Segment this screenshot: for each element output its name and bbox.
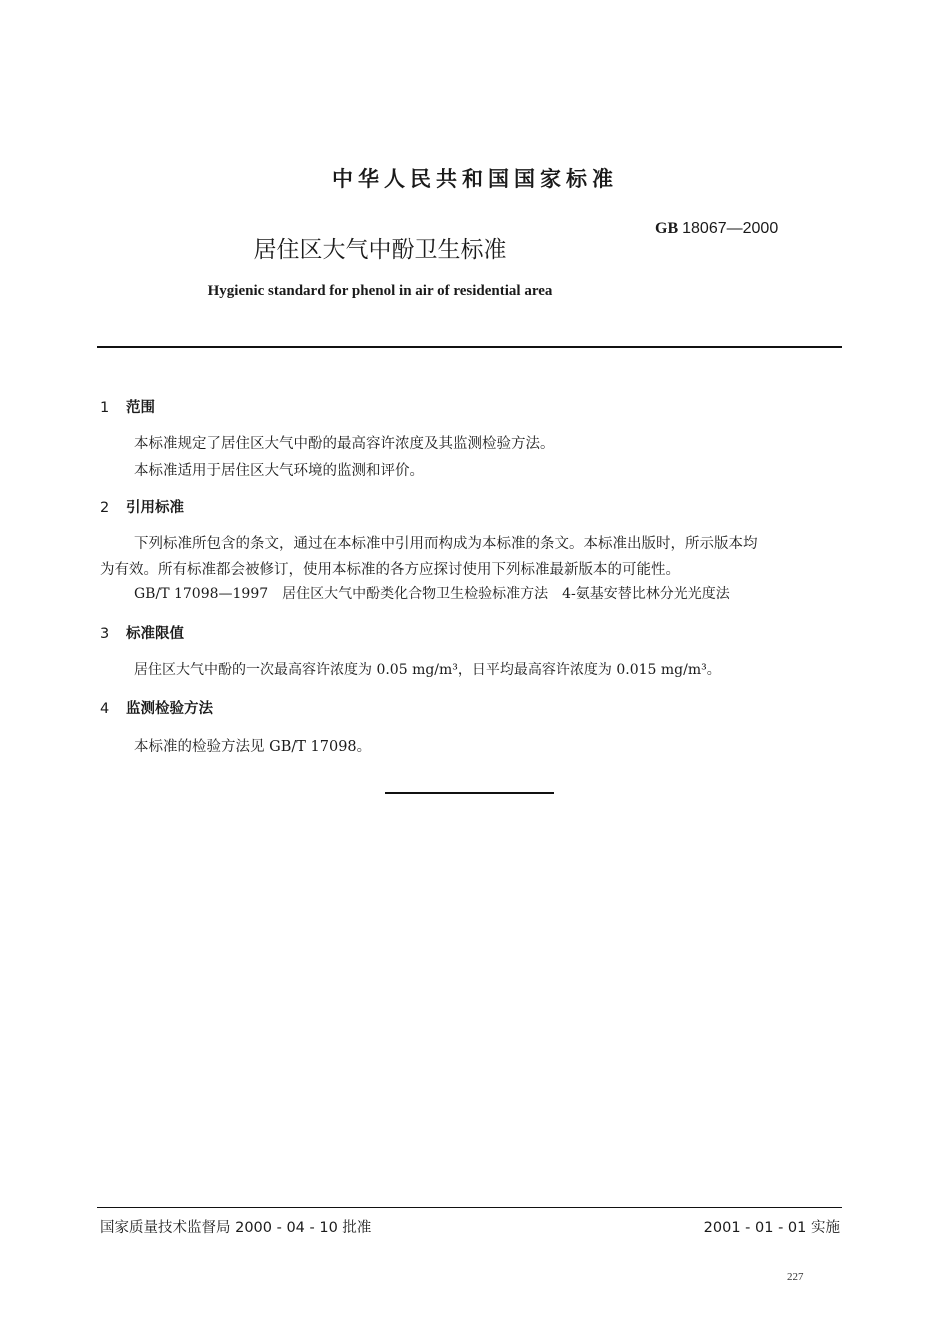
standard-code-prefix: GB bbox=[655, 220, 679, 237]
section-3-paragraph-1: 居住区大气中酚的一次最高容许浓度为 0.05 mg/m³，日平均最高容许浓度为 0.015 mg/m³。 bbox=[134, 662, 721, 678]
section-title: 监测检验方法 bbox=[126, 701, 213, 717]
section-number: 1 bbox=[100, 400, 110, 416]
section-title: 引用标准 bbox=[126, 500, 184, 516]
implementation-text: 2001 - 01 - 01 实施 bbox=[703, 1220, 840, 1236]
national-standard-heading: 中华人民共和国国家标准 bbox=[332, 167, 618, 191]
footer-rule bbox=[97, 1207, 842, 1208]
section-title: 范围 bbox=[126, 400, 155, 416]
page-number: 227 bbox=[787, 1271, 804, 1283]
section-4-paragraph-1: 本标准的检验方法见 GB/T 17098。 bbox=[134, 739, 372, 755]
section-2-reference: GB/T 17098—1997 居住区大气中酚类化合物卫生检验标准方法 4-氨基安替比林分光光度法 bbox=[134, 586, 730, 602]
end-rule bbox=[385, 792, 554, 794]
section-4-heading bbox=[100, 697, 213, 718]
section-1-paragraph-1: 本标准规定了居住区大气中酚的最高容许浓度及其监测检验方法。 bbox=[134, 436, 555, 452]
section-2-heading bbox=[100, 496, 184, 517]
header-rule bbox=[97, 346, 842, 348]
section-3-heading bbox=[100, 622, 184, 643]
section-2-paragraph-2: 为有效。所有标准都会被修订，使用本标准的各方应探讨使用下列标准最新版本的可能性。 bbox=[100, 562, 680, 578]
section-1-paragraph-2: 本标准适用于居住区大气环境的监测和评价。 bbox=[134, 463, 424, 479]
document-title-en: Hygienic standard for phenol in air of residential area bbox=[207, 283, 553, 299]
document-title-cn: 居住区大气中酚卫生标准 bbox=[253, 237, 507, 263]
section-2-paragraph-1: 下列标准所包含的条文，通过在本标准中引用而构成为本标准的条文。本标准出版时，所示版本均 bbox=[134, 536, 758, 552]
section-title: 标准限值 bbox=[126, 626, 184, 642]
section-1-heading bbox=[100, 396, 155, 417]
section-number: 2 bbox=[100, 500, 110, 516]
standard-code-number: 18067—2000 bbox=[682, 220, 779, 237]
section-number: 3 bbox=[100, 626, 110, 642]
section-number: 4 bbox=[100, 701, 110, 717]
approval-text: 国家质量技术监督局 2000 - 04 - 10 批准 bbox=[100, 1220, 372, 1236]
